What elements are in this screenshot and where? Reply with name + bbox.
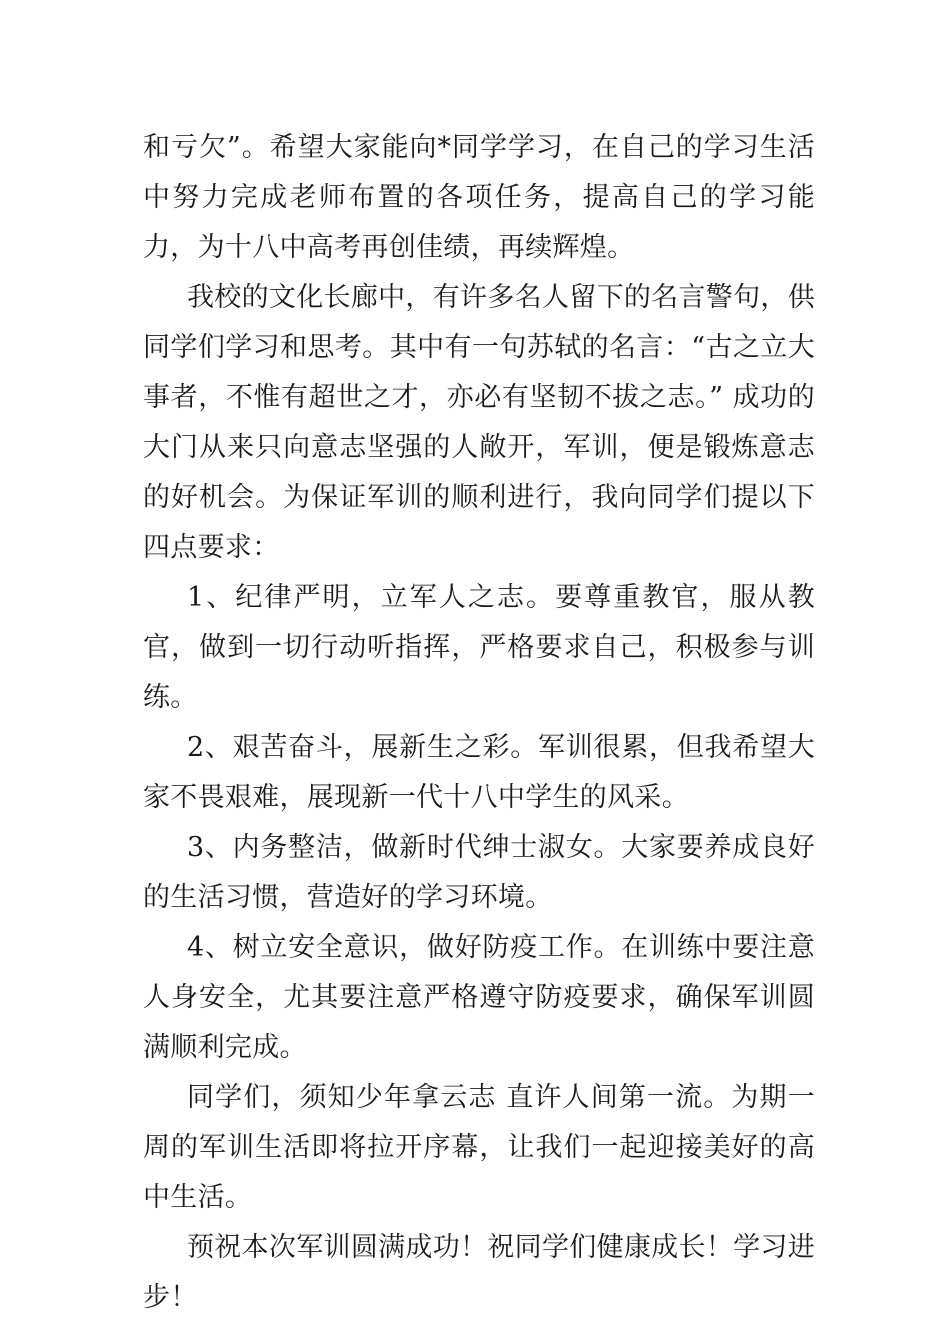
requirement-item-2: 2、艰苦奋斗，展新生之彩。军训很累，但我希望大家不畏艰难，展现新一代十八中学生的风采。: [143, 732, 815, 813]
requirement-item-3: 3、内务整洁，做新时代绅士淑女。大家要养成良好的生活习惯，营造好的学习环境。: [143, 832, 815, 913]
paragraph-wishes: 预祝本次军训圆满成功！祝同学们健康成长！学习进步！: [143, 1232, 815, 1313]
document-body: [143, 123, 815, 1323]
paragraph-culture-corridor: 我校的文化长廊中，有许多名人留下的名言警句，供同学们学习和思考。其中有一句苏轼的名言：“古之立大事者，不惟有超世之才，亦必有坚韧不拔之志。” 成功的大门从来只向意志坚强的人敞开，军训，便是锻炼意志的好机会。为保证军训的顺利进行，我向同学们提以下四点要求：: [143, 282, 815, 563]
requirement-item-1: 1、纪律严明，立军人之志。要尊重教官，服从教官，做到一切行动听指挥，严格要求自己，积极参与训练。: [143, 582, 815, 713]
paragraph-closing: 同学们，须知少年拿云志 直许人间第一流。为期一周的军训生活即将拉开序幕，让我们一起迎接美好的高中生活。: [143, 1082, 815, 1213]
paragraph-continuation: 和亏欠”。希望大家能向*同学学习，在自己的学习生活中努力完成老师布置的各项任务，提高自己的学习能力，为十八中高考再创佳绩，再续辉煌。: [143, 132, 815, 263]
requirement-item-4: 4、树立安全意识，做好防疫工作。在训练中要注意人身安全，尤其要注意严格遵守防疫要求，确保军训圆满顺利完成。: [143, 932, 815, 1063]
